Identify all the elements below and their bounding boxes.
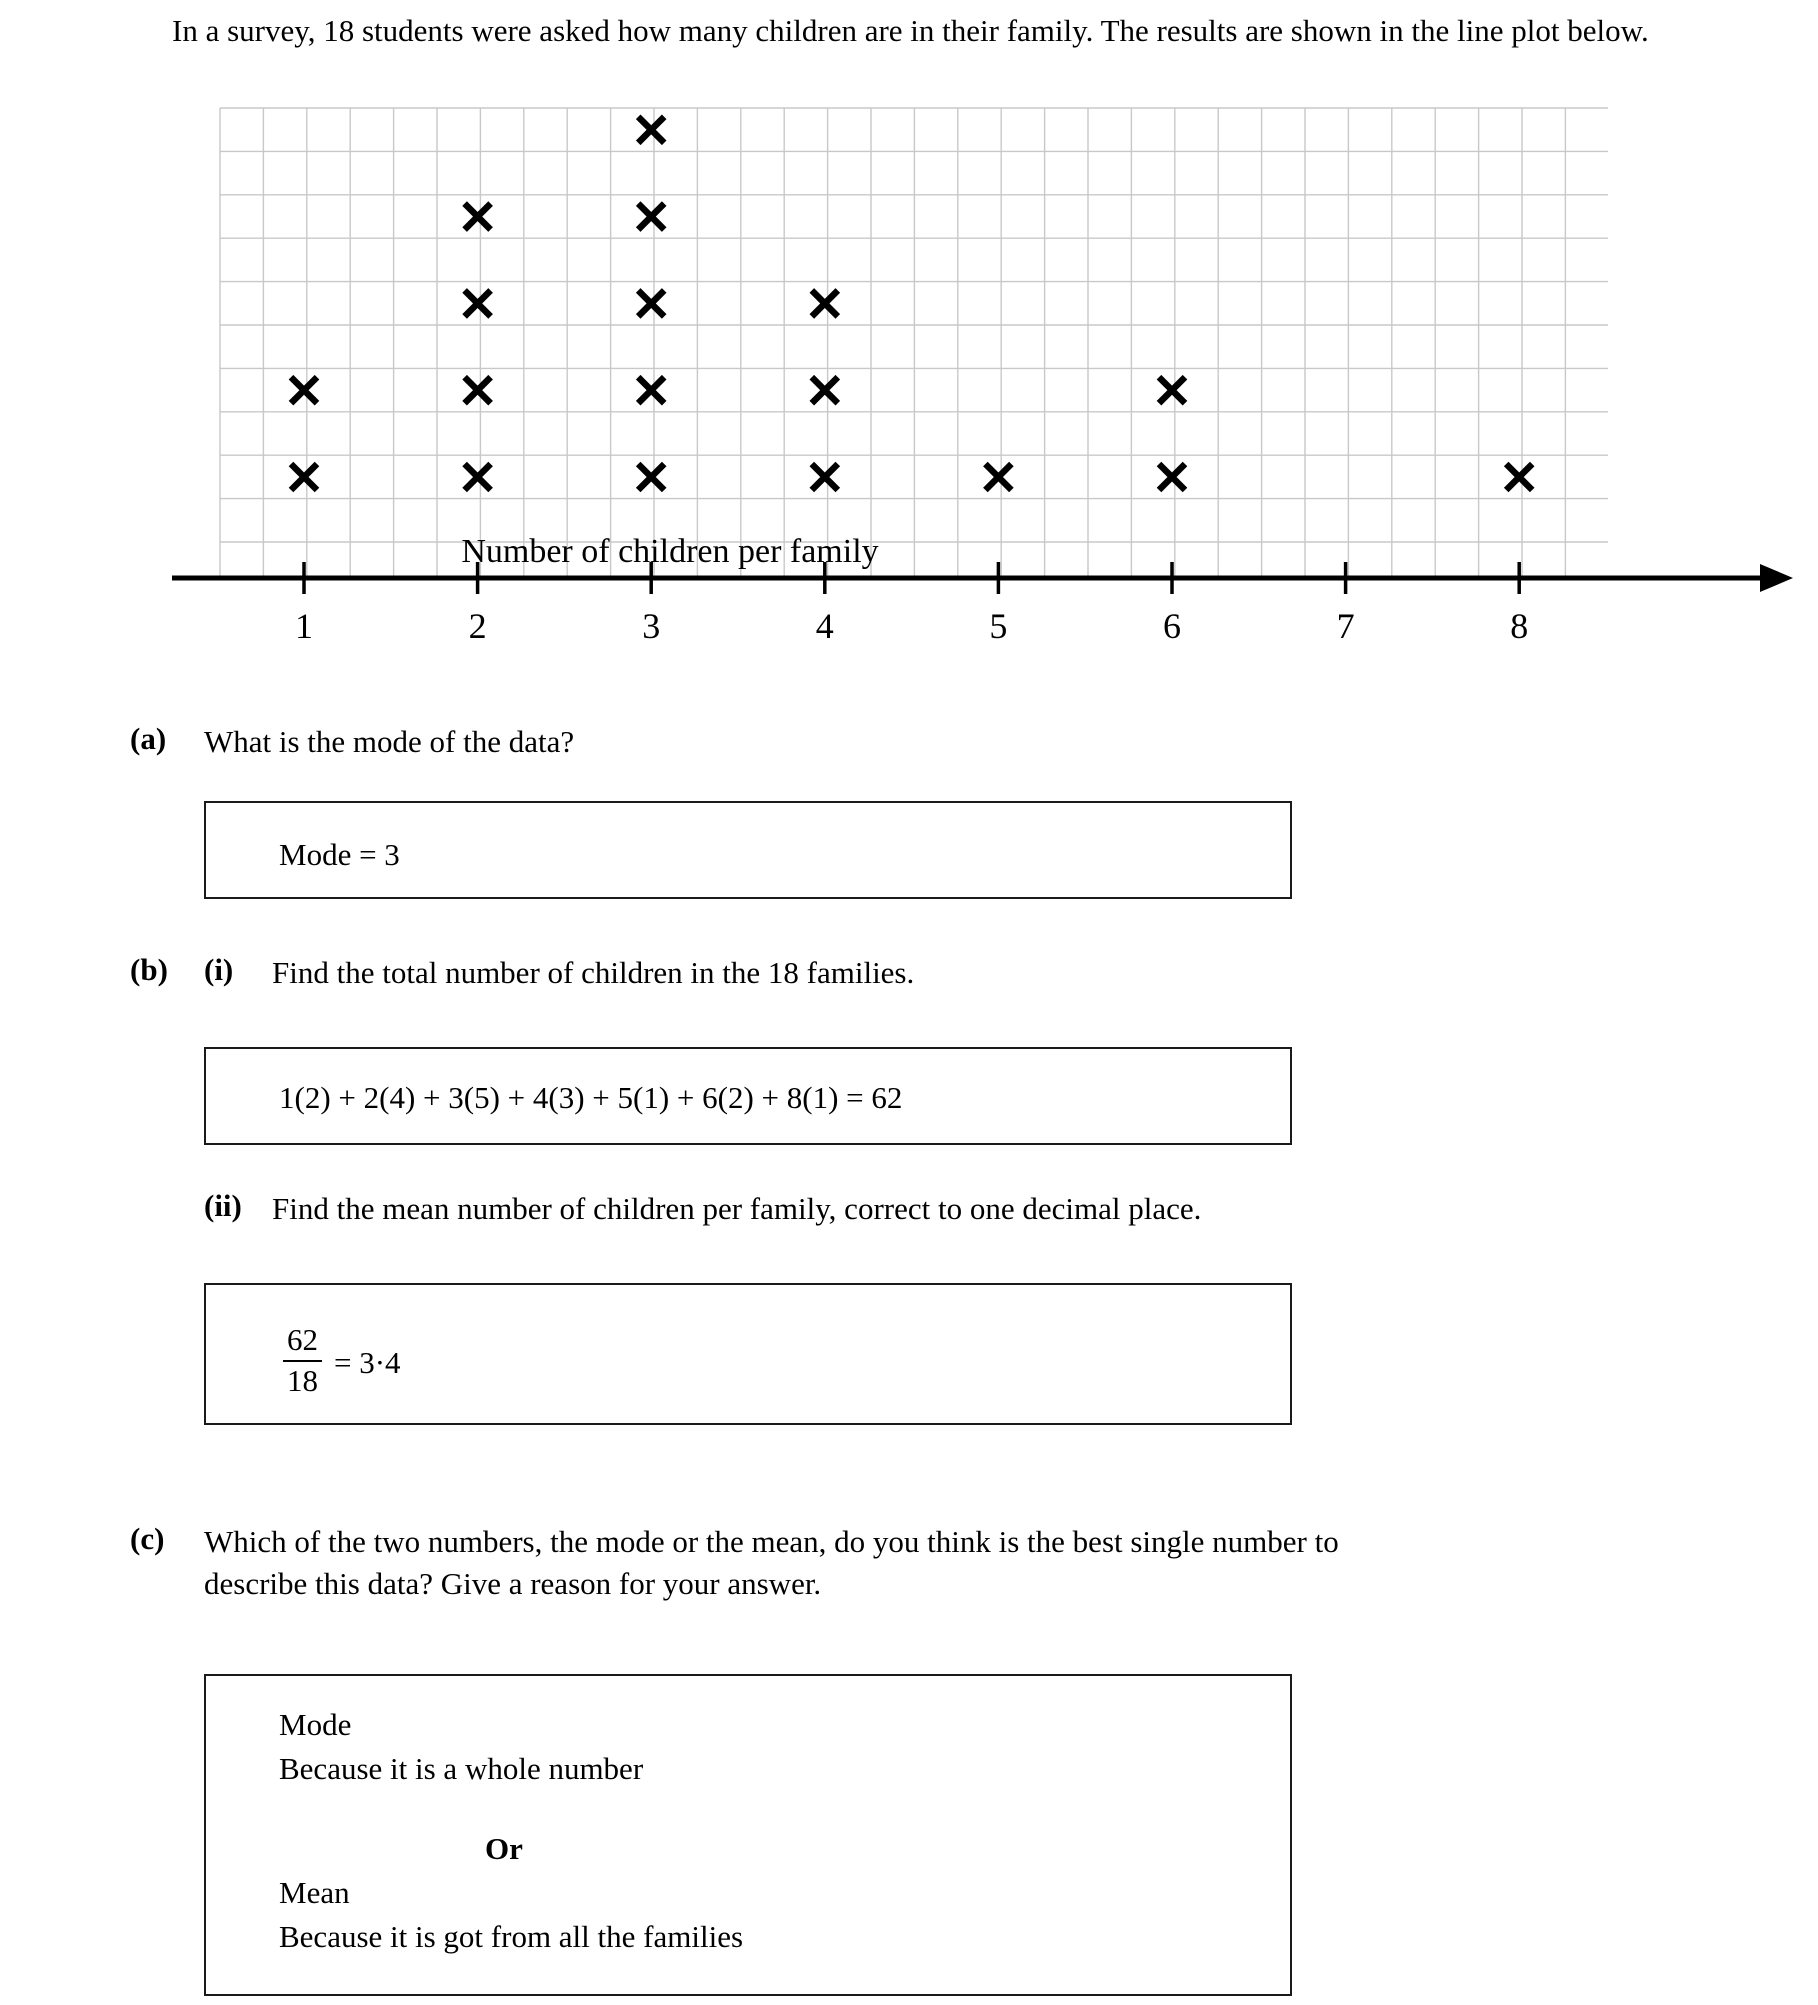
part-a-question: What is the mode of the data? <box>204 724 575 759</box>
part-c-question-line2: describe this data? Give a reason for your answer. <box>204 1566 822 1601</box>
plot-data-markers <box>291 117 1532 490</box>
mean-fraction <box>283 1324 322 1397</box>
x-tick-label-1: 1 <box>295 606 313 646</box>
data-marker-x <box>638 377 664 403</box>
plot-x-axis <box>172 562 1793 594</box>
x-tick-label-5: 5 <box>989 606 1008 646</box>
data-marker-x <box>638 464 664 490</box>
mean-result: = 3·4 <box>334 1344 401 1380</box>
data-marker-x <box>985 464 1011 490</box>
x-tick-label-2: 2 <box>468 606 487 646</box>
plot-x-tick-labels <box>295 606 1528 646</box>
data-marker-x <box>812 377 838 403</box>
line-plot-figure <box>0 80 1818 700</box>
part-c-answer-line3: Mean <box>279 1875 350 1910</box>
data-marker-x <box>465 464 491 490</box>
part-c-question-line1: Which of the two numbers, the mode or the mean, do you think is the best single number to <box>204 1524 1339 1559</box>
data-marker-x <box>465 204 491 230</box>
data-marker-x <box>638 204 664 230</box>
data-marker-x <box>812 290 838 316</box>
intro-paragraph: In a survey, 18 students were asked how many children are in their family. The results are shown in the line plot below. <box>172 13 1649 48</box>
fraction-denominator: 18 <box>287 1362 318 1398</box>
data-marker-x <box>1159 464 1185 490</box>
data-marker-x <box>638 117 664 143</box>
data-marker-x <box>638 290 664 316</box>
part-b-i-question: Find the total number of children in the 18 families. <box>272 955 915 990</box>
part-c-answer-line4: Because it is got from all the families <box>279 1919 744 1954</box>
data-marker-x <box>465 377 491 403</box>
plot-gridlines <box>220 108 1608 578</box>
part-b-i-answer-text: 1(2) + 2(4) + 3(5) + 4(3) + 5(1) + 6(2) + 8(1) = 62 <box>279 1080 903 1115</box>
x-tick-label-7: 7 <box>1336 606 1355 646</box>
part-b-i-label: (i) <box>204 952 234 987</box>
data-marker-x <box>465 290 491 316</box>
part-b-ii-question: Find the mean number of children per family, correct to one decimal place. <box>272 1191 1202 1226</box>
x-axis-title: Number of children per family <box>461 533 879 570</box>
line-plot-svg <box>0 80 1818 700</box>
part-b-ii-answer-equation <box>283 1322 401 1399</box>
part-b-ii-label: (ii) <box>204 1188 242 1223</box>
fraction-bar <box>283 1360 322 1362</box>
part-a-answer-text: Mode = 3 <box>279 837 400 872</box>
x-tick-label-3: 3 <box>642 606 661 646</box>
fraction-numerator: 62 <box>287 1322 318 1357</box>
part-c-answer-or: Or <box>485 1831 523 1866</box>
x-tick-label-6: 6 <box>1163 606 1181 646</box>
part-c-label: (c) <box>130 1521 165 1556</box>
data-marker-x <box>1506 464 1532 490</box>
data-marker-x <box>291 377 317 403</box>
x-tick-label-4: 4 <box>815 606 834 646</box>
part-c-answer-line1: Mode <box>279 1707 352 1742</box>
part-b-label: (b) <box>130 952 168 987</box>
data-marker-x <box>1159 377 1185 403</box>
data-marker-x <box>812 464 838 490</box>
x-tick-label-8: 8 <box>1510 606 1529 646</box>
part-a-label: (a) <box>130 721 167 756</box>
data-marker-x <box>291 464 317 490</box>
part-c-answer-line2: Because it is a whole number <box>279 1751 644 1786</box>
